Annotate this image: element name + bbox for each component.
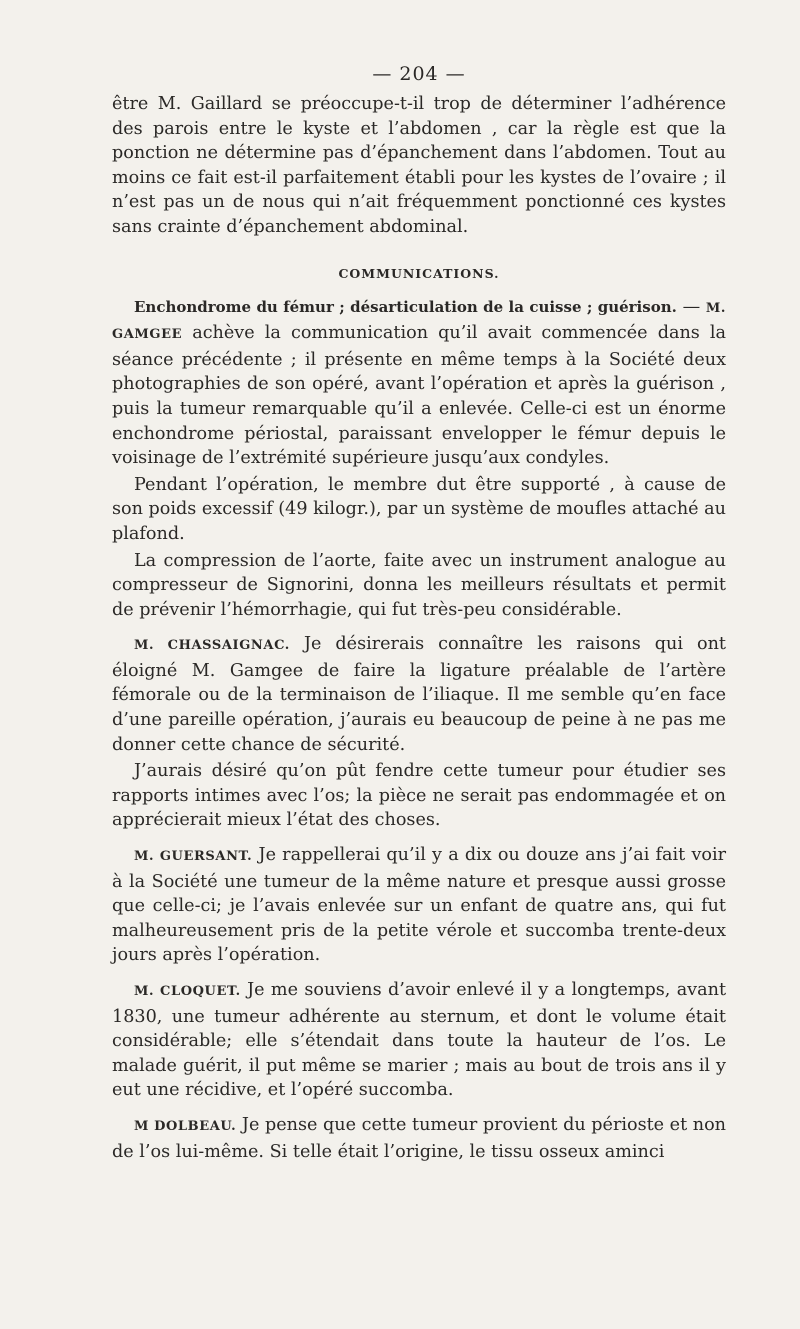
- speaker-gamgee: M. GAMGEE: [112, 300, 727, 343]
- em-dash: —: [682, 296, 701, 317]
- speaker-guersant: M. GUERSANT.: [134, 849, 253, 865]
- cloquet-text: Je me souviens d’avoir enlevé il y a longtemps, avant 1830, une tumeur adhérente au sternum, et dont le volume était considérable; elle s’étendait dans toute la hauteur de l’os. Le malade guérit, il put même se marier ; mais au bout de trois ans il y eut une récidive, et l’opéré succomba.: [112, 980, 727, 1101]
- section-heading: COMMUNICATIONS.: [338, 265, 500, 281]
- dolbeau-paragraph: [112, 1113, 726, 1164]
- gamgee-paragraph-2: Pendant l’opération, le membre dut être supporté , à cause de son poids excessif (49 kilogr.), par un système de moufles attaché au plafond.: [112, 474, 726, 544]
- communication-paragraph: [112, 295, 726, 471]
- guersant-paragraph: [112, 843, 726, 968]
- dolbeau-text: Je pense que cette tumeur provient du périoste et non de l’os lui-même. Si telle était l’origine, le tissu osseux aminci: [112, 1114, 727, 1162]
- page-number: — 204 —: [372, 63, 466, 85]
- speaker-cloquet: M. CLOQUET.: [134, 984, 241, 999]
- chassaignac-paragraph-2: J’aurais désiré qu’on pût fendre cette tumeur pour étudier ses rapports intimes avec l’os; la pièce ne serait pas endommagée et on apprécierait mieux l’état des choses.: [112, 761, 726, 831]
- communication-title: Enchondrome du fémur ; désarticulation de la cuisse ; guérison.: [134, 297, 677, 316]
- chassaignac-paragraph: [112, 632, 726, 757]
- gamgee-paragraph-3: La compression de l’aorte, faite avec un instrument analogue au compresseur de Signorini, donna les meilleurs résultats et permit de prévenir l’hémorrhagie, qui fut très-peu considérable.: [112, 550, 726, 620]
- chassaignac-text: Je désirerais connaître les raisons qui ont éloigné M. Gamgee de faire la ligature préalable de l’artère fémorale ou de la terminaison de l’iliaque. Il me semble qu’en face d’une pareille opération, j’aurais eu beaucoup de peine à ne pas me donner cette chance de sécurité.: [112, 634, 726, 755]
- gamgee-text: achève la communication qu’il avait commencée dans la séance précédente ; il présente en même temps à la Société deux photographies de son opéré, avant l’opération et après la guérison , puis la tumeur remarquable qu’il a enlevée. Celle-ci est un énorme enchondrome périostal, paraissant envelopper le fémur depuis le voisinage de l’extrémité supérieure jusqu’aux condyles.: [112, 323, 727, 469]
- paragraph-continuation: être M. Gaillard se préoccupe-t-il trop de déterminer l’adhérence des parois entre le kyste et l’abdomen , car la règle est que la ponction ne détermine pas d’épanchement dans l’abdomen. Tout au moins ce fait est-il parfaitement établi pour les kystes de l’ovaire ; il n’est pas un de nous qui n’ait fréquemment ponctionné ces kystes sans crainte d’épanchement abdominal.: [112, 94, 726, 237]
- page: [112, 60, 726, 1164]
- speaker-dolbeau: M DOLBEAU.: [134, 1118, 237, 1134]
- cloquet-paragraph: [112, 978, 726, 1103]
- guersant-text: Je rappellerai qu’il y a dix ou douze ans j’ai fait voir à la Société une tumeur de la même nature et presque aussi grosse que celle-ci; je l’avais enlevée sur un enfant de quatre ans, qui fut malheureusement pris de la petite vérole et succomba trente-deux jours après l’opération.: [112, 845, 727, 966]
- speaker-chassaignac: M. CHASSAIGNAC.: [134, 638, 290, 654]
